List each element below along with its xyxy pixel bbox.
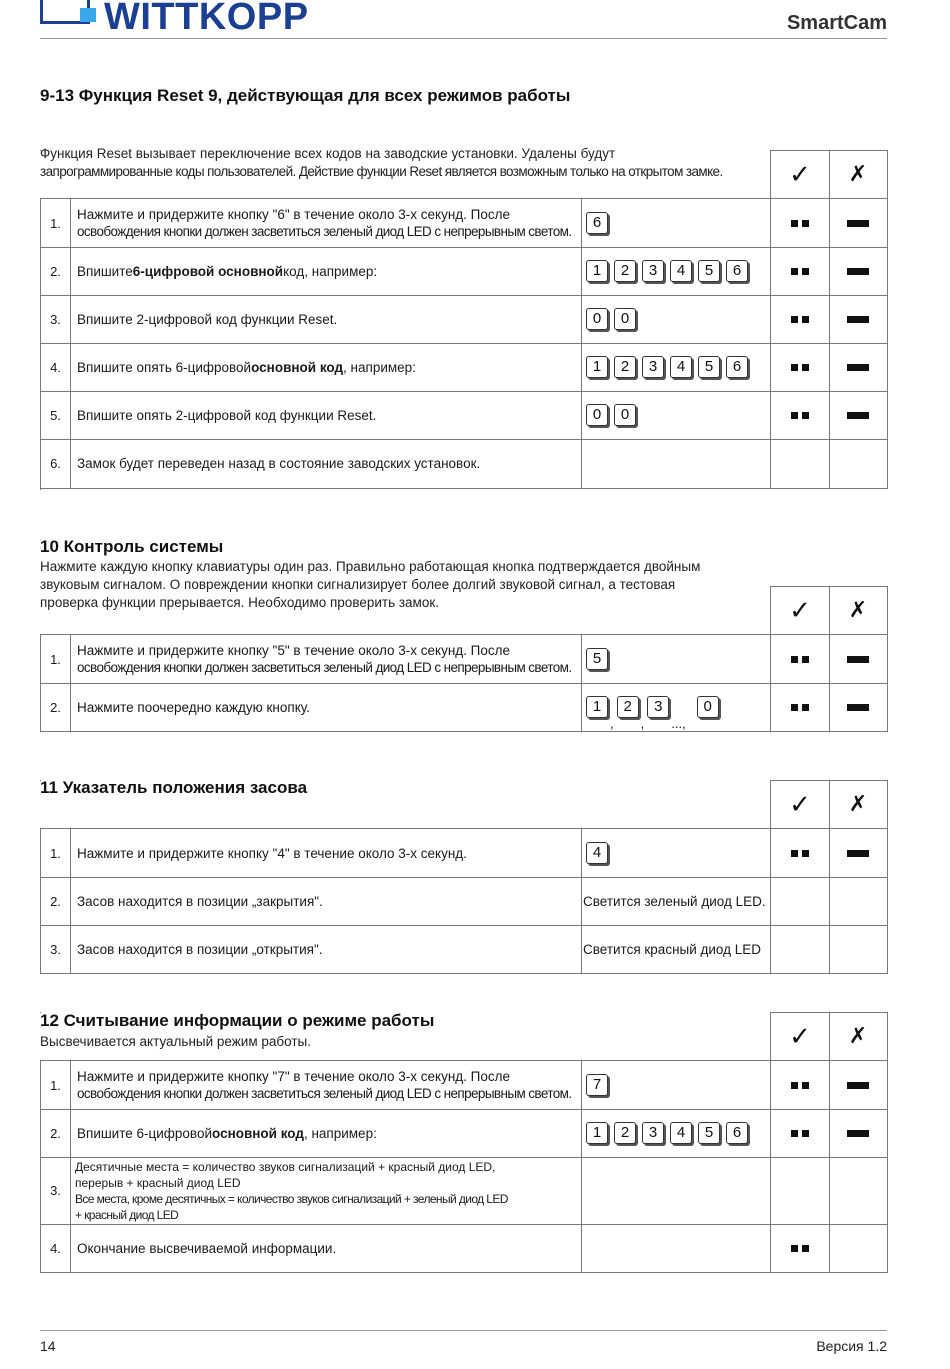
brand-name: WITTKOPP <box>104 0 309 38</box>
key-1: 1 <box>586 356 608 378</box>
row-number: 3. <box>41 1157 71 1225</box>
steps-table-body <box>40 1060 888 1273</box>
separator: , <box>610 716 614 731</box>
section-intro: Функция Reset вызывает переключение всех кодов на заводские установки. Удалены будут запрограммированные коды пользователей. Действие функции Reset является возможным только на открытом замке. <box>40 146 723 179</box>
key-sequence <box>581 1109 771 1158</box>
row-number: 6. <box>41 439 71 489</box>
cross-icon: ✗ <box>848 1024 868 1049</box>
key-6: 6 <box>586 212 608 234</box>
two-dots-icon <box>791 412 809 419</box>
row-number: 3. <box>41 295 71 344</box>
empty-cell <box>581 1224 771 1273</box>
cross-header <box>829 586 888 635</box>
steps-table-body <box>40 198 888 490</box>
key-2: 2 <box>614 356 636 378</box>
row-number: 1. <box>41 829 71 878</box>
section-title: 10 Контроль системы <box>40 537 224 556</box>
check-header <box>770 586 830 635</box>
step-text: Впишите 2-цифровой код функции Reset. <box>70 295 582 344</box>
row-number: 2. <box>41 247 71 296</box>
bar-icon <box>847 412 869 419</box>
step-text: Замок будет переведен назад в состояние заводских установок. <box>70 439 582 489</box>
key-5: 5 <box>698 356 720 378</box>
separator: ..., <box>671 716 686 731</box>
key-3: 3 <box>642 260 664 282</box>
key-sequence <box>581 343 771 392</box>
key-5: 5 <box>698 1122 720 1144</box>
two-dots-icon <box>791 316 809 323</box>
empty-cell <box>770 1157 830 1225</box>
row-number: 1. <box>41 199 71 248</box>
key-1: 1 <box>586 696 608 718</box>
separator: , <box>640 716 645 731</box>
long-beep-mark <box>829 295 888 344</box>
led-status: Светится зеленый диод LED. <box>581 877 771 926</box>
key-5: 5 <box>698 260 720 282</box>
step-text: Впишите 6-цифровой основной код, например: <box>70 247 582 296</box>
step-text: Засов находится в позиции „открытия". <box>70 925 582 974</box>
brand-logo <box>40 0 309 38</box>
two-dots-icon <box>791 364 809 371</box>
two-dots-icon <box>791 1245 809 1252</box>
cross-icon: ✗ <box>848 598 868 623</box>
bar-icon <box>847 656 869 663</box>
key-0: 0 <box>614 404 636 426</box>
row-number: 5. <box>41 391 71 440</box>
row-number: 1. <box>41 1061 71 1110</box>
double-beep-mark <box>770 1224 830 1273</box>
check-header <box>770 1012 830 1061</box>
key-sequence <box>581 295 771 344</box>
check-icon: ✓ <box>789 159 811 190</box>
cross-header <box>829 780 888 829</box>
steps-table-body <box>40 828 888 974</box>
key-1: 1 <box>586 1122 608 1144</box>
bar-icon <box>847 364 869 371</box>
key-7: 7 <box>586 1074 608 1096</box>
section-intro: Нажмите каждую кнопку клавиатуры один раз. Правильно работающая кнопка подтверждается двойным звуковым сигналом. О повреждении кнопки сигнализирует более долгий звуковой сигнал, а тестовая проверка функции прерывается. Необходимо проверить замок. <box>40 559 701 610</box>
empty-cell <box>829 925 888 974</box>
long-beep-mark <box>829 635 888 684</box>
version-label: Версия 1.2 <box>816 1338 887 1354</box>
row-number: 4. <box>41 343 71 392</box>
check-icon: ✓ <box>789 595 811 626</box>
double-beep-mark <box>770 199 830 248</box>
key-sequence <box>581 391 771 440</box>
step-text: Впишите 6-цифровой основной код , например: <box>70 1109 582 1158</box>
key-6: 6 <box>726 260 748 282</box>
step-text: Нажмите и придержите кнопку "7" в течение около 3-х секунд. После освобождения кнопки должен засветиться зеленый диод LED с непрерывным светом. <box>70 1061 582 1110</box>
two-dots-icon <box>791 1082 809 1089</box>
step-text: Впишите опять 6-цифровой основной код , например: <box>70 343 582 392</box>
long-beep-mark <box>829 199 888 248</box>
key-3: 3 <box>642 1122 664 1144</box>
key-0: 0 <box>614 308 636 330</box>
key-0: 0 <box>586 404 608 426</box>
long-beep-mark <box>829 247 888 296</box>
double-beep-mark <box>770 829 830 878</box>
steps-table-body <box>40 634 888 732</box>
key-6: 6 <box>726 1122 748 1144</box>
double-beep-mark <box>770 343 830 392</box>
long-beep-mark <box>829 683 888 732</box>
step-text: Засов находится в позиции „закрытия". <box>70 877 582 926</box>
bar-icon <box>847 220 869 227</box>
key-2: 2 <box>614 1122 636 1144</box>
key-0: 0 <box>697 696 719 718</box>
empty-cell <box>829 1224 888 1273</box>
section-title: 12 Считывание информации о режиме работы <box>40 1011 435 1030</box>
step-text: Впишите опять 2-цифровой код функции Reset. <box>70 391 582 440</box>
led-status: Светится красный диод LED <box>581 925 771 974</box>
key-sequence <box>581 683 771 732</box>
empty-cell <box>770 925 830 974</box>
logo-mark-icon <box>40 0 100 30</box>
check-header <box>770 780 830 829</box>
double-beep-mark <box>770 635 830 684</box>
empty-cell <box>829 877 888 926</box>
page-number: 14 <box>40 1338 56 1354</box>
double-beep-mark <box>770 247 830 296</box>
check-icon: ✓ <box>789 789 811 820</box>
step-text: Нажмите поочередно каждую кнопку. <box>70 683 582 732</box>
two-dots-icon <box>791 220 809 227</box>
key-3: 3 <box>647 696 669 718</box>
product-name: SmartCam <box>786 12 887 34</box>
double-beep-mark <box>770 1061 830 1110</box>
key-4: 4 <box>670 1122 692 1144</box>
two-dots-icon <box>791 268 809 275</box>
empty-cell <box>770 877 830 926</box>
row-number: 3. <box>41 925 71 974</box>
empty-cell <box>829 439 888 489</box>
empty-cell <box>581 1157 771 1225</box>
header-divider <box>40 38 887 39</box>
row-number: 2. <box>41 1109 71 1158</box>
check-header <box>770 150 830 199</box>
long-beep-mark <box>829 1109 888 1158</box>
cross-icon: ✗ <box>848 162 868 187</box>
key-sequence <box>581 829 771 878</box>
section-intro: Высвечивается актуальный режим работы. <box>40 1034 311 1049</box>
bar-icon <box>847 1130 869 1137</box>
check-icon: ✓ <box>789 1021 811 1052</box>
key-5: 5 <box>586 648 608 670</box>
key-4: 4 <box>670 260 692 282</box>
row-number: 4. <box>41 1224 71 1273</box>
long-beep-mark <box>829 829 888 878</box>
key-sequence <box>581 247 771 296</box>
section-title: 11 Указатель положения засова <box>40 778 308 797</box>
bar-icon <box>847 1082 869 1089</box>
cross-icon: ✗ <box>848 792 868 817</box>
two-dots-icon <box>791 656 809 663</box>
double-beep-mark <box>770 295 830 344</box>
bar-icon <box>847 850 869 857</box>
row-number: 2. <box>41 877 71 926</box>
empty-cell <box>770 439 830 489</box>
row-number: 1. <box>41 635 71 684</box>
double-beep-mark <box>770 1109 830 1158</box>
double-beep-mark <box>770 683 830 732</box>
key-4: 4 <box>670 356 692 378</box>
row-number: 2. <box>41 683 71 732</box>
key-6: 6 <box>726 356 748 378</box>
key-2: 2 <box>617 696 639 718</box>
bar-icon <box>847 704 869 711</box>
steps-table-header <box>40 586 868 626</box>
key-sequence <box>581 635 771 684</box>
long-beep-mark <box>829 1061 888 1110</box>
double-beep-mark <box>770 391 830 440</box>
step-text: Нажмите и придержите кнопку "4" в течение около 3-х секунд. <box>70 829 582 878</box>
cross-header <box>829 150 888 199</box>
cross-header <box>829 1012 888 1061</box>
bar-icon <box>847 316 869 323</box>
step-text: Окончание высвечиваемой информации. <box>70 1224 582 1273</box>
key-2: 2 <box>614 260 636 282</box>
two-dots-icon <box>791 1130 809 1137</box>
key-1: 1 <box>586 260 608 282</box>
key-sequence <box>581 1061 771 1110</box>
footer-divider <box>40 1330 887 1331</box>
bar-icon <box>847 268 869 275</box>
step-text: Десятичные места = количество звуков сигнализаций + красный диод LED, перерыв + красный диод LED Все места, кроме десятичных = количество звуков сигнализаций + зеленый диод LED + красный диод LED <box>70 1157 582 1225</box>
step-text: Нажмите и придержите кнопку "6" в течение около 3-х секунд. После освобождения кнопки должен засветиться зеленый диод LED с непрерывным светом. <box>70 199 582 248</box>
key-4: 4 <box>586 842 608 864</box>
two-dots-icon <box>791 850 809 857</box>
step-text: Нажмите и придержите кнопку "5" в течение около 3-х секунд. После освобождения кнопки должен засветиться зеленый диод LED с непрерывным светом. <box>70 635 582 684</box>
key-sequence <box>581 199 771 248</box>
section-title: 9-13 Функция Reset 9, действующая для всех режимов работы <box>40 86 571 105</box>
empty-cell <box>829 1157 888 1225</box>
long-beep-mark <box>829 343 888 392</box>
key-3: 3 <box>642 356 664 378</box>
two-dots-icon <box>791 704 809 711</box>
empty-cell <box>581 439 771 489</box>
key-0: 0 <box>586 308 608 330</box>
long-beep-mark <box>829 391 888 440</box>
